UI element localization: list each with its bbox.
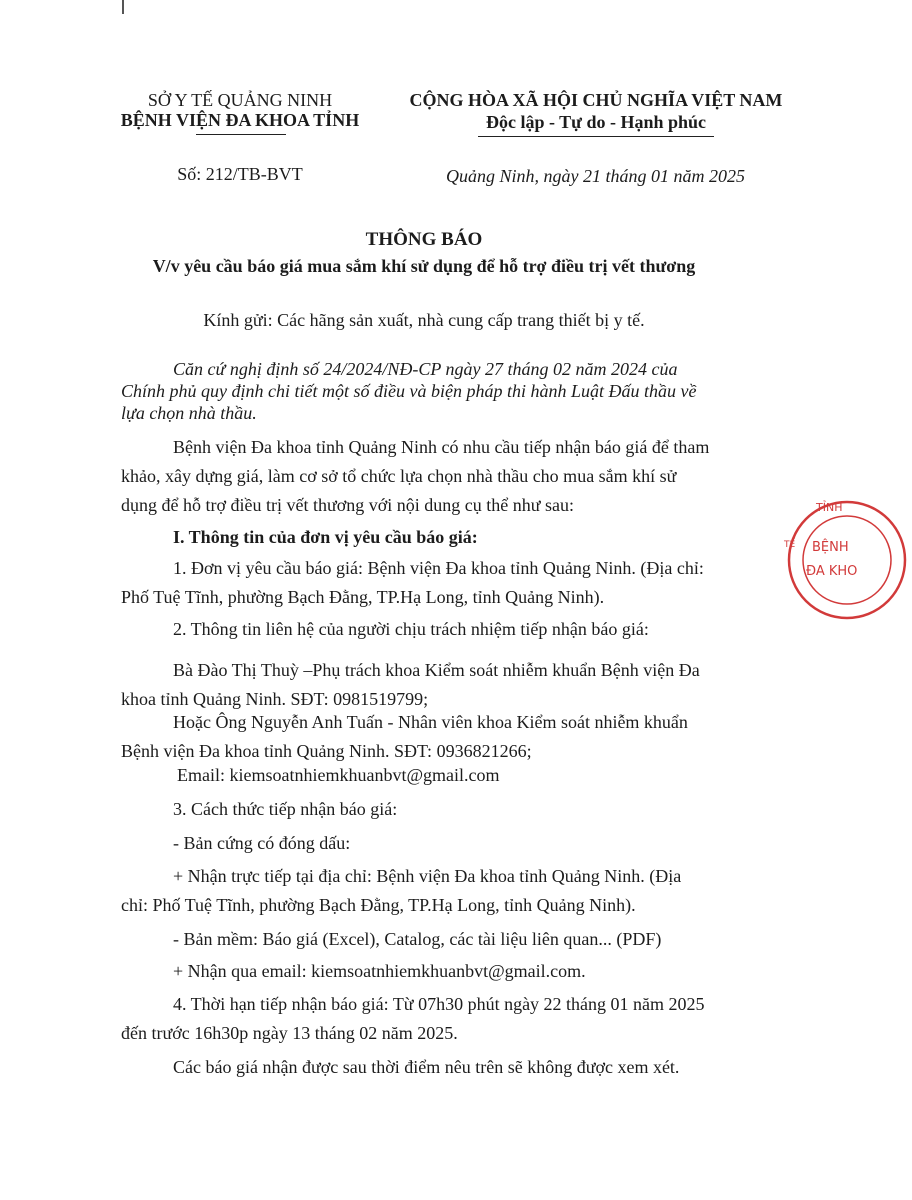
requesting-unit-line: Phố Tuệ Tĩnh, phường Bạch Đằng, TP.Hạ Long, tỉnh Quảng Ninh). [121, 587, 605, 607]
document-title: THÔNG BÁO [365, 229, 483, 250]
motto-underline [478, 136, 714, 137]
seal-text-line-2: ĐA KHO [806, 564, 858, 579]
contact-heading: 2. Thông tin liên hệ của người chịu trách nhiệm tiếp nhận báo giá: [173, 619, 649, 639]
late-notice: Các báo giá nhận được sau thời điểm nêu trên sẽ không được xem xét. [173, 1057, 680, 1077]
hard-copy-direct [121, 862, 771, 920]
deadline-line: 4. Thời hạn tiếp nhận báo giá: Từ 07h30 phút ngày 22 tháng 01 năm 2025 [173, 994, 705, 1014]
section-heading: I. Thông tin của đơn vị yêu cầu báo giá: [173, 527, 478, 547]
seal-side-text: TẾ [784, 540, 796, 550]
intro-paragraph [121, 433, 771, 520]
document-number: Số: 212/TB-BVT [177, 164, 303, 184]
soft-copy-email: + Nhận qua email: kiemsoatnhiemkhuanbvt@gmail.com. [173, 961, 586, 981]
contact-line: Hoặc Ông Nguyễn Anh Tuấn - Nhân viên khoa Kiểm soát nhiễm khuẩn [173, 712, 688, 732]
method-heading: 3. Cách thức tiếp nhận báo giá: [173, 799, 398, 819]
scan-mark [122, 0, 124, 14]
requesting-unit-line: 1. Đơn vị yêu cầu báo giá: Bệnh viện Đa khoa tỉnh Quảng Ninh. (Địa chỉ: [173, 558, 704, 578]
contact-line: Bà Đào Thị Thuỳ –Phụ trách khoa Kiểm soát nhiễm khuẩn Bệnh viện Đa [173, 660, 700, 680]
legal-basis-line: lựa chọn nhà thầu. [121, 403, 257, 423]
deadline-line: đến trước 16h30p ngày 13 tháng 02 năm 2025. [121, 1023, 458, 1043]
contact-person-1 [121, 656, 771, 714]
deadline [121, 990, 771, 1048]
requesting-unit [121, 554, 771, 612]
contact-person-2 [121, 708, 771, 766]
org-underline [196, 134, 286, 135]
intro-line: dụng để hỗ trợ điều trị vết thương với nội dung cụ thể như sau: [121, 495, 575, 515]
document-subject: V/v yêu cầu báo giá mua sắm khí sử dụng để hỗ trợ điều trị vết thương [152, 256, 696, 276]
seal-outer-ring [789, 502, 905, 618]
contact-line: Bệnh viện Đa khoa tỉnh Quảng Ninh. SĐT: 0936821266; [121, 741, 532, 761]
motto: Độc lập - Tự do - Hạnh phúc [485, 112, 707, 132]
red-seal-stamp [782, 495, 912, 625]
hard-copy: - Bản cứng có đóng dấu: [173, 833, 351, 853]
org-parent: SỞ Y TẾ QUẢNG NINH [147, 90, 333, 110]
hard-copy-line: + Nhận trực tiếp tại địa chỉ: Bệnh viện Đa khoa tỉnh Quảng Ninh. (Địa [173, 866, 682, 886]
soft-copy: - Bản mềm: Báo giá (Excel), Catalog, các tài liệu liên quan... (PDF) [173, 929, 662, 949]
legal-basis-line: Căn cứ nghị định số 24/2024/NĐ-CP ngày 27 tháng 02 năm 2024 của [173, 359, 678, 379]
contact-line: khoa tỉnh Quảng Ninh. SĐT: 0981519799; [121, 689, 429, 709]
intro-line: khảo, xây dựng giá, làm cơ sở tổ chức lựa chọn nhà thầu cho mua sắm khí sử [121, 466, 677, 486]
legal-basis-line: Chính phủ quy định chi tiết một số điều và biện pháp thi hành Luật Đấu thầu về [121, 381, 697, 401]
seal-arc-text: TỈNH [816, 501, 843, 514]
org-name: BỆNH VIỆN ĐA KHOA TỈNH [120, 110, 360, 130]
country-name: CỘNG HÒA XÃ HỘI CHỦ NGHĨA VIỆT NAM [409, 90, 783, 110]
legal-basis [121, 358, 773, 424]
recipient: Kính gửi: Các hãng sản xuất, nhà cung cấp trang thiết bị y tế. [203, 310, 645, 330]
hard-copy-line: chỉ: Phố Tuệ Tĩnh, phường Bạch Đằng, TP.Hạ Long, tỉnh Quảng Ninh). [121, 895, 636, 915]
contact-email: Email: kiemsoatnhiemkhuanbvt@gmail.com [177, 765, 500, 785]
seal-inner-ring [803, 516, 891, 604]
place-date: Quảng Ninh, ngày 21 tháng 01 năm 2025 [446, 166, 745, 186]
intro-line: Bệnh viện Đa khoa tỉnh Quảng Ninh có nhu cầu tiếp nhận báo giá để tham [173, 437, 710, 457]
seal-text-line-1: BỆNH [812, 540, 849, 555]
